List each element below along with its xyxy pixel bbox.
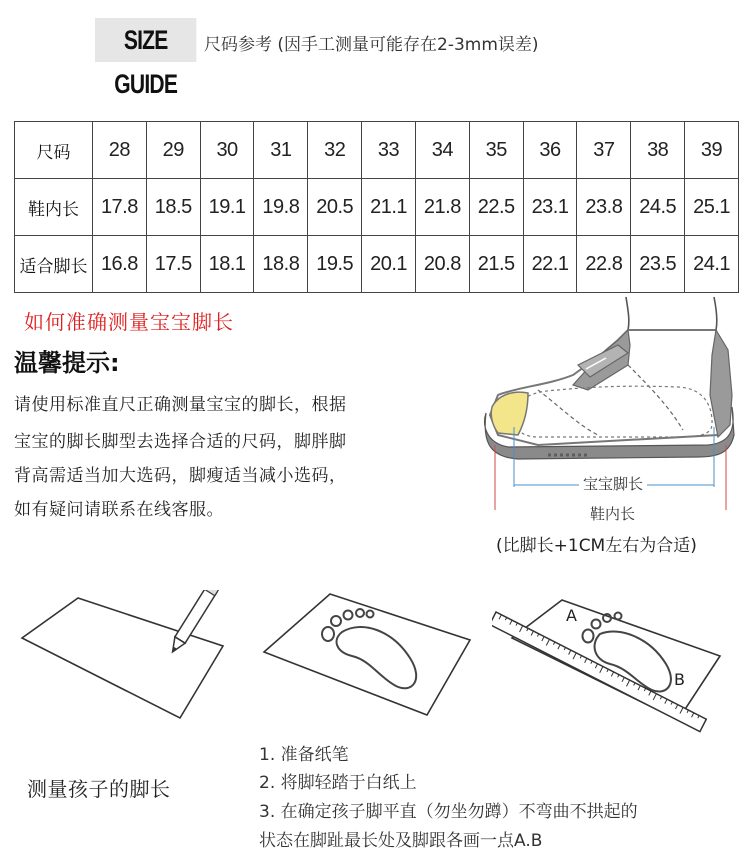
table-cell: 19.8 xyxy=(254,179,308,236)
table-row xyxy=(15,179,739,236)
table-cell: 35 xyxy=(469,122,523,179)
measure-title: 测量孩子的脚长 xyxy=(27,777,171,801)
howto-title: 如何准确测量宝宝脚长 xyxy=(24,310,234,334)
step-line: 2. 将脚轻踏于白纸上 xyxy=(259,773,417,793)
table-cell: 20.1 xyxy=(362,236,416,293)
size-guide-badge: SIZE GUIDE xyxy=(95,18,196,62)
table-cell: 33 xyxy=(362,122,416,179)
table-cell: 36 xyxy=(523,122,577,179)
table-cell: 37 xyxy=(577,122,631,179)
table-cell: 21.1 xyxy=(362,179,416,236)
table-row xyxy=(15,122,739,179)
header-subtitle: 尺码参考 (因手工测量可能存在2-3mm误差) xyxy=(204,35,539,55)
table-cell: 24.5 xyxy=(631,179,685,236)
table-cell: 23.8 xyxy=(577,179,631,236)
table-cell: 39 xyxy=(685,122,739,179)
shoe-illustration xyxy=(478,295,740,523)
table-cell: 23.1 xyxy=(523,179,577,236)
step-line: 3. 在确定孩子脚平直（勿坐勿蹲）不弯曲不拱起的 xyxy=(259,802,638,822)
table-cell: 22.5 xyxy=(469,179,523,236)
table-cell: 22.8 xyxy=(577,236,631,293)
table-cell: 25.1 xyxy=(685,179,739,236)
inner-length-label: 鞋内长 xyxy=(586,503,639,525)
tips-title: 温馨提示: xyxy=(14,349,120,377)
table-cell: 24.1 xyxy=(685,236,739,293)
table-cell: 18.8 xyxy=(254,236,308,293)
step-foot-print xyxy=(262,590,472,720)
table-cell: 18.5 xyxy=(146,179,200,236)
table-cell: 21.5 xyxy=(469,236,523,293)
table-row xyxy=(15,236,739,293)
size-table xyxy=(14,121,739,293)
table-cell: 29 xyxy=(146,122,200,179)
row-label: 适合脚长 xyxy=(15,236,93,293)
table-cell: 17.8 xyxy=(93,179,147,236)
table-cell: 18.1 xyxy=(200,236,254,293)
paper-pencil-icon xyxy=(18,590,228,720)
step-line: 状态在脚趾最长处及脚跟各画一点A.B xyxy=(259,831,543,851)
tip-line: 如有疑问请联系在线客服。 xyxy=(14,500,224,520)
tip-line: 请使用标准直尺正确测量宝宝的脚长，根据 xyxy=(14,395,347,415)
footprint-icon xyxy=(262,590,472,720)
table-cell: 28 xyxy=(93,122,147,179)
table-cell: 32 xyxy=(308,122,362,179)
step-line: 1. 准备纸笔 xyxy=(259,745,349,765)
tip-line: 宝宝的脚长脚型去选择合适的尺码，脚胖脚 xyxy=(14,432,347,452)
step-paper-pen xyxy=(18,590,228,720)
table-cell: 38 xyxy=(631,122,685,179)
table-cell: 19.1 xyxy=(200,179,254,236)
ruler-footprint-icon xyxy=(492,598,722,738)
table-cell: 19.5 xyxy=(308,236,362,293)
table-cell: 21.8 xyxy=(415,179,469,236)
fit-note: (比脚长+1CM左右为合适) xyxy=(496,536,697,556)
point-a-label: A xyxy=(566,606,577,625)
table-cell: 16.8 xyxy=(93,236,147,293)
table-cell: 31 xyxy=(254,122,308,179)
table-cell: 34 xyxy=(415,122,469,179)
table-cell: 20.8 xyxy=(415,236,469,293)
step-ruler-measure xyxy=(492,598,722,738)
tip-line: 背高需适当加大选码，脚瘦适当减小选码， xyxy=(14,466,347,486)
table-cell: 23.5 xyxy=(631,236,685,293)
row-label: 尺码 xyxy=(15,122,93,179)
point-b-label: B xyxy=(674,670,685,689)
table-cell: 22.1 xyxy=(523,236,577,293)
row-label: 鞋内长 xyxy=(15,179,93,236)
table-cell: 17.5 xyxy=(146,236,200,293)
foot-length-label: 宝宝脚长 xyxy=(579,473,647,495)
table-cell: 20.5 xyxy=(308,179,362,236)
table-cell: 30 xyxy=(200,122,254,179)
